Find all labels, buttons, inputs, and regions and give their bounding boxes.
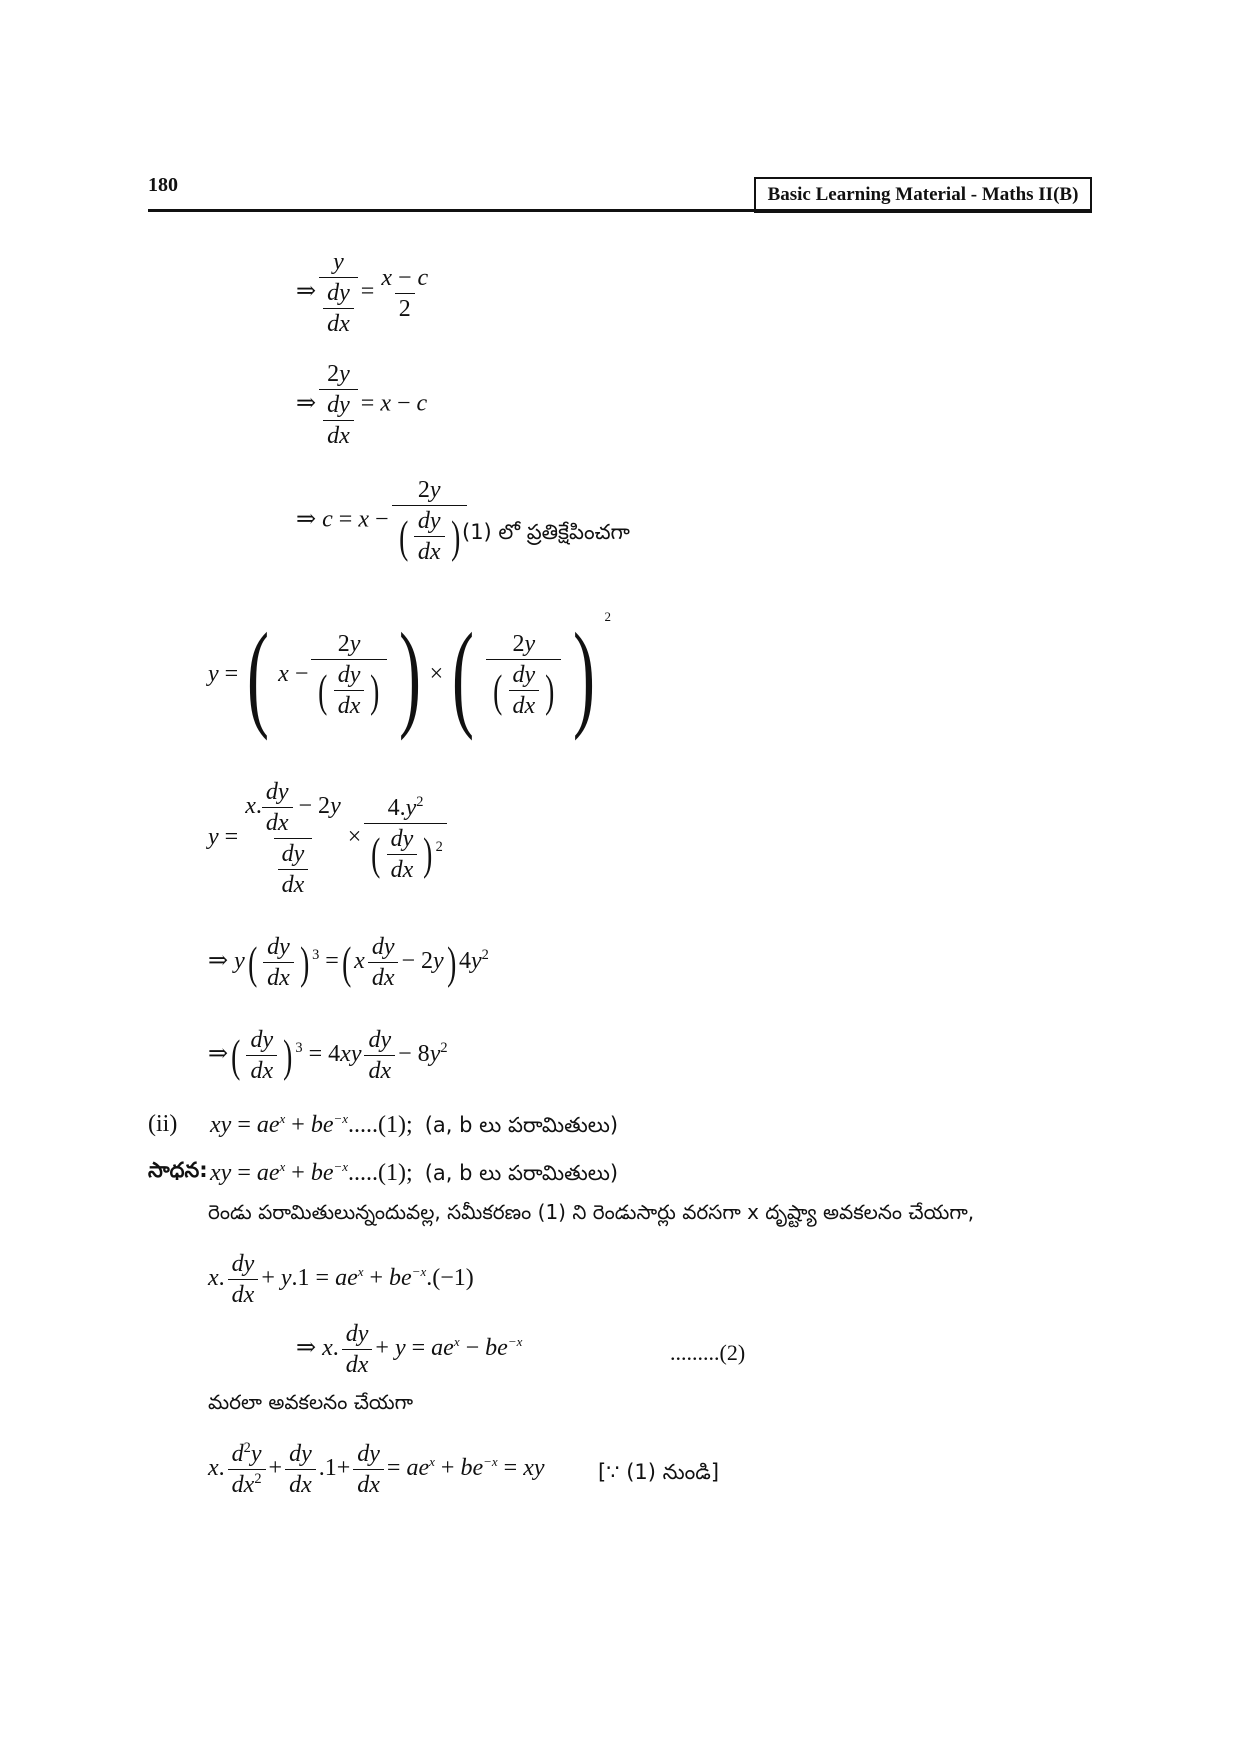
header-rule [148,209,1092,212]
equation-9: ⇒ x. $\frac{dy}{dx}$ + $y = ae^x - be^{-x}$ [296,1321,523,1378]
params-note-2: (a, b లు పరామితులు) [424,1161,619,1185]
equation-5: y = x. $\frac{dy}{dx}$ − 2y $\frac{dy}{dx}$ × $4.y^2$ ( $\frac{dy}{dx}$ ) $^2$ [208,780,450,897]
eq-ref-1: .....(1); [348,1112,413,1138]
from-1-note: [∵ (1) నుండి] [598,1460,720,1484]
book-title: Basic Learning Material - Maths II(B) [754,177,1092,213]
equation-8: x. $\frac{dy}{dx}$ + $y.1 = ae^x + be^{-x}.(-1)$ [208,1251,474,1308]
equation-3: ⇒ c = x − 2y ( $\frac{dy}{dx}$ ) [296,478,470,564]
substitute-note: (1) లో ప్రతిక్షేపించగా [462,520,630,544]
equation-10: x. $\frac{d^2y}{dx^2}$ + $\frac{dy}{dx}$ .1+ $\frac{dy}{dx}$ = $ae^x + be^{-x}$ = xy [208,1440,545,1498]
eq-ref-1b: .....(1); [348,1160,413,1186]
part-ii-equation: xy = $ae^x + be^{-x}.....(1)$; (a, b లు పరామితులు) [210,1111,619,1138]
equation-4: y =( x − 2y ( $\frac{dy}{dx}$ ) ) ×( 2y ( $\frac{dy}{dx}$ ) ) $^2$ [208,608,611,742]
again-line: మరలా అవకలనం చేయగా [208,1390,414,1414]
solution-label: సాధన: [148,1158,208,1182]
part-ii-label: (ii) [148,1111,178,1137]
equation-7: ⇒( $\frac{dy}{dx}$ ) $^3$ = 4xy $\frac{dy}{dx}$ − $8y^2$ [208,1027,448,1084]
page-number: 180 [148,174,178,196]
equation-6: ⇒ y( $\frac{dy}{dx}$ ) $^3$ =( x $\frac{dy}{dx}$ − 2y) $4y^2$ [208,934,489,991]
explain-line: రెండు పరామితులున్నందువల్ల, సమీకరణం (1) ని రెండుసార్లు వరసగా x దృష్ట్యా అవకలనం చేయగా, [208,1200,975,1224]
eq-ref-2: .........(2) [670,1340,746,1365]
equation-1: ⇒ $\frac{y}{\frac{dy}{dx}}$ = $\frac{x - c}{2}$ [296,249,429,337]
equation-2: ⇒ $\frac{2y}{\frac{dy}{dx}}$ = x − c [296,361,428,449]
solution-equation: xy = $ae^x + be^{-x}.....(1)$; (a, b లు పరామితులు) [210,1159,619,1186]
params-note: (a, b లు పరామితులు) [424,1113,619,1137]
